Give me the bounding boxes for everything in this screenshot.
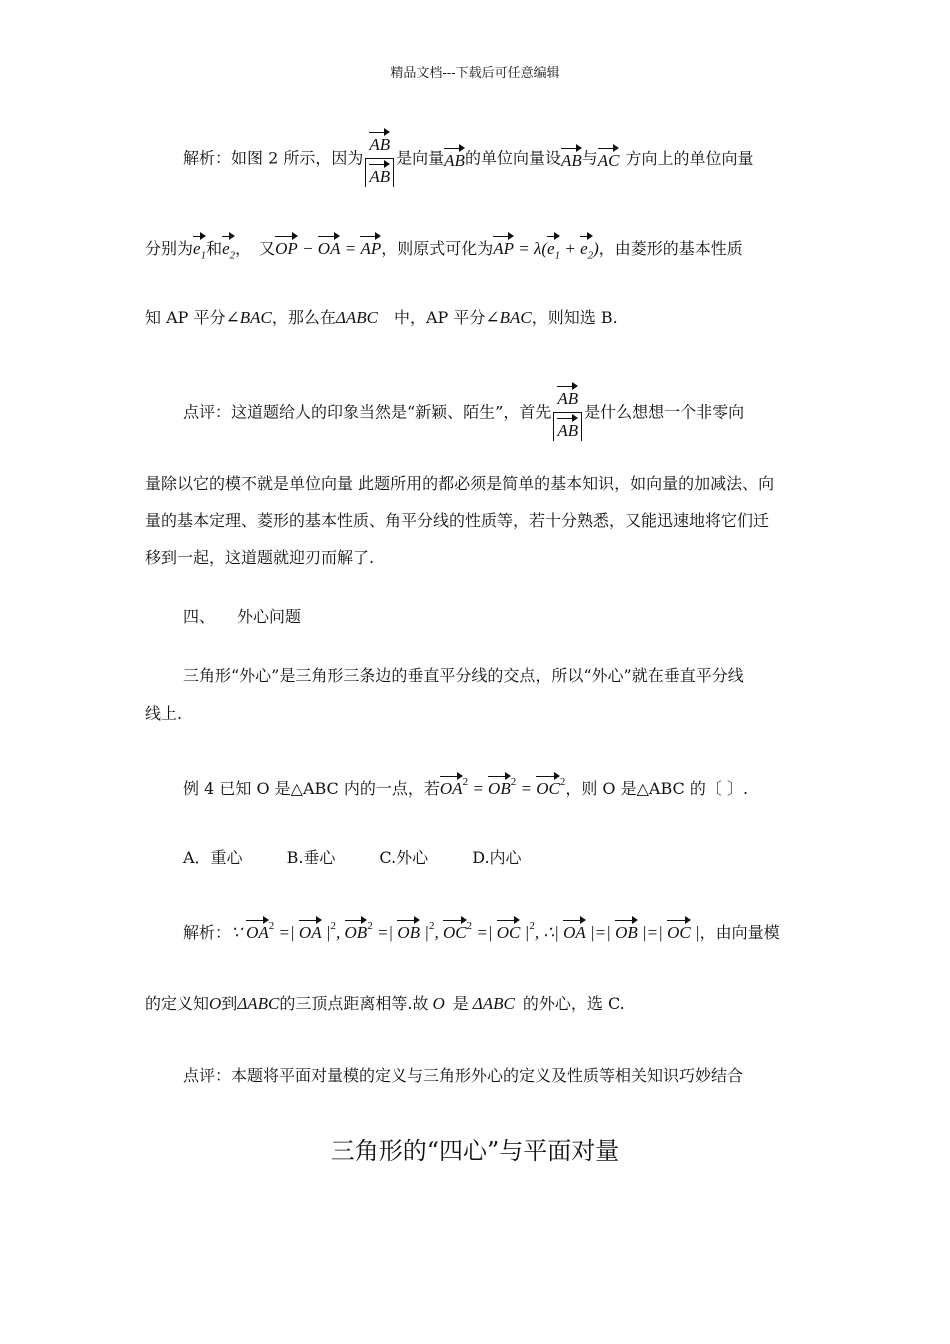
text: 是向量 (396, 148, 445, 168)
text: 和 (206, 239, 223, 258)
formula-vec-ac: AC (598, 146, 620, 171)
text: ，则知选 B. (531, 308, 618, 327)
formula-o: O (432, 994, 445, 1013)
paragraph-line: 量除以它的模不就是单位向量 此题所用的都必须是简单的基本知识，如向量的加减法、向 (145, 474, 775, 493)
comment-line: 点评：本题将平面对量模的定义与三角形外心的定义及性质等相关知识巧妙结合 (183, 1066, 744, 1085)
text: ， 又 (235, 239, 276, 258)
document-title: 三角形的“四心”与平面对量 (330, 1137, 620, 1165)
text: ，则 O 是△ABC 的〔 〕. (565, 779, 749, 798)
text: 中，AP 平分 (377, 308, 486, 327)
option-d: D.内心 (472, 848, 522, 867)
section-heading (183, 607, 301, 627)
formula-angle-bac: ∠BAC (225, 308, 272, 327)
text: 与 (581, 148, 598, 168)
page-header: 精品文档---下载后可任意编辑 (390, 66, 560, 81)
paragraph-line: 三角形“外心”是三角形三条边的垂直平分线的交点，所以“外心”就在垂直平分线 (183, 666, 744, 685)
formula-unit-vector: $\frac{AB}{AB}$ (365, 130, 394, 187)
text: 的外心，选 C. (522, 994, 625, 1013)
example-statement (183, 772, 748, 799)
text: ，由菱形的基本性质 (598, 239, 743, 258)
formula-triangle-abc: ΔABC (237, 994, 280, 1013)
formula-e1: $e_1$ (193, 234, 206, 265)
paragraph-line (145, 234, 743, 265)
text: 的单位向量设 (464, 148, 561, 168)
paragraph-line (183, 384, 744, 441)
text: ，则原式可化为 (381, 239, 494, 258)
formula-triangle-abc: ΔABC (472, 994, 515, 1013)
answer-options (183, 848, 522, 868)
formula-o: O (209, 994, 222, 1013)
formula-angle-bac: ∠BAC (485, 308, 532, 327)
formula-ap-lambda: AP = $\lambda(e_1 + e_2)$ (493, 239, 599, 258)
paragraph-line (183, 130, 754, 187)
paragraph-line: 移到一起，这道题就迎刃而解了. (145, 548, 375, 567)
option-b: B.垂心 (286, 848, 336, 867)
solution-line (145, 994, 625, 1014)
formula-op-minus-oa: OP − OA = AP (275, 239, 381, 258)
text: 的三顶点距离相等.故 (279, 994, 429, 1013)
text: 解析： (183, 923, 232, 942)
text: 例 4 已知 O 是△ABC 内的一点，若 (183, 779, 440, 798)
formula-unit-vector: $\frac{AB}{AB}$ (553, 384, 582, 441)
text: 分别为 (145, 239, 194, 258)
text: 的定义知 (145, 994, 210, 1013)
formula-oa2-ob2-oc2: $OA^2 = OB^2 = OC^2$ (439, 776, 566, 798)
section-number: 四、 (183, 607, 216, 626)
formula-modulus-equalities: ∵ $OA^2$ =| OA $|^2$, $OB^2$ =| OB $|^2$, $OC^2$ =| OC $|^2$, ∴| OA |=| OB |=| OC | (231, 920, 700, 942)
text: ，那么在 (271, 308, 336, 327)
option-a: A．重心 (183, 848, 243, 867)
solution-line (183, 916, 780, 943)
text: 点评：这道题给人的印象当然是“新颖、陌生”，首先 (183, 402, 552, 422)
text: 是什么想想一个非零向 (584, 402, 745, 422)
option-c: C.外心 (379, 848, 429, 867)
paragraph-line (145, 308, 618, 328)
formula-triangle-abc: ΔABC (335, 308, 378, 327)
section-title: 外心问题 (237, 607, 302, 626)
formula-e2: $e_2$ (222, 234, 235, 265)
paragraph-line: 量的基本定理、菱形的基本性质、角平分线的性质等，若十分熟悉，又能迅速地将它们迁 (145, 511, 770, 530)
text: 到 (221, 994, 238, 1013)
formula-vec-ab: AB (444, 146, 465, 171)
text: 知 AP 平分 (145, 308, 226, 327)
text: 是 (452, 994, 469, 1013)
text: 解析：如图 2 所示，因为 (183, 148, 364, 168)
formula-vec-ab: AB (561, 146, 582, 171)
text: ，由向量模 (699, 923, 780, 942)
paragraph-line: 线上. (145, 704, 183, 723)
text: 方向上的单位向量 (625, 148, 754, 168)
